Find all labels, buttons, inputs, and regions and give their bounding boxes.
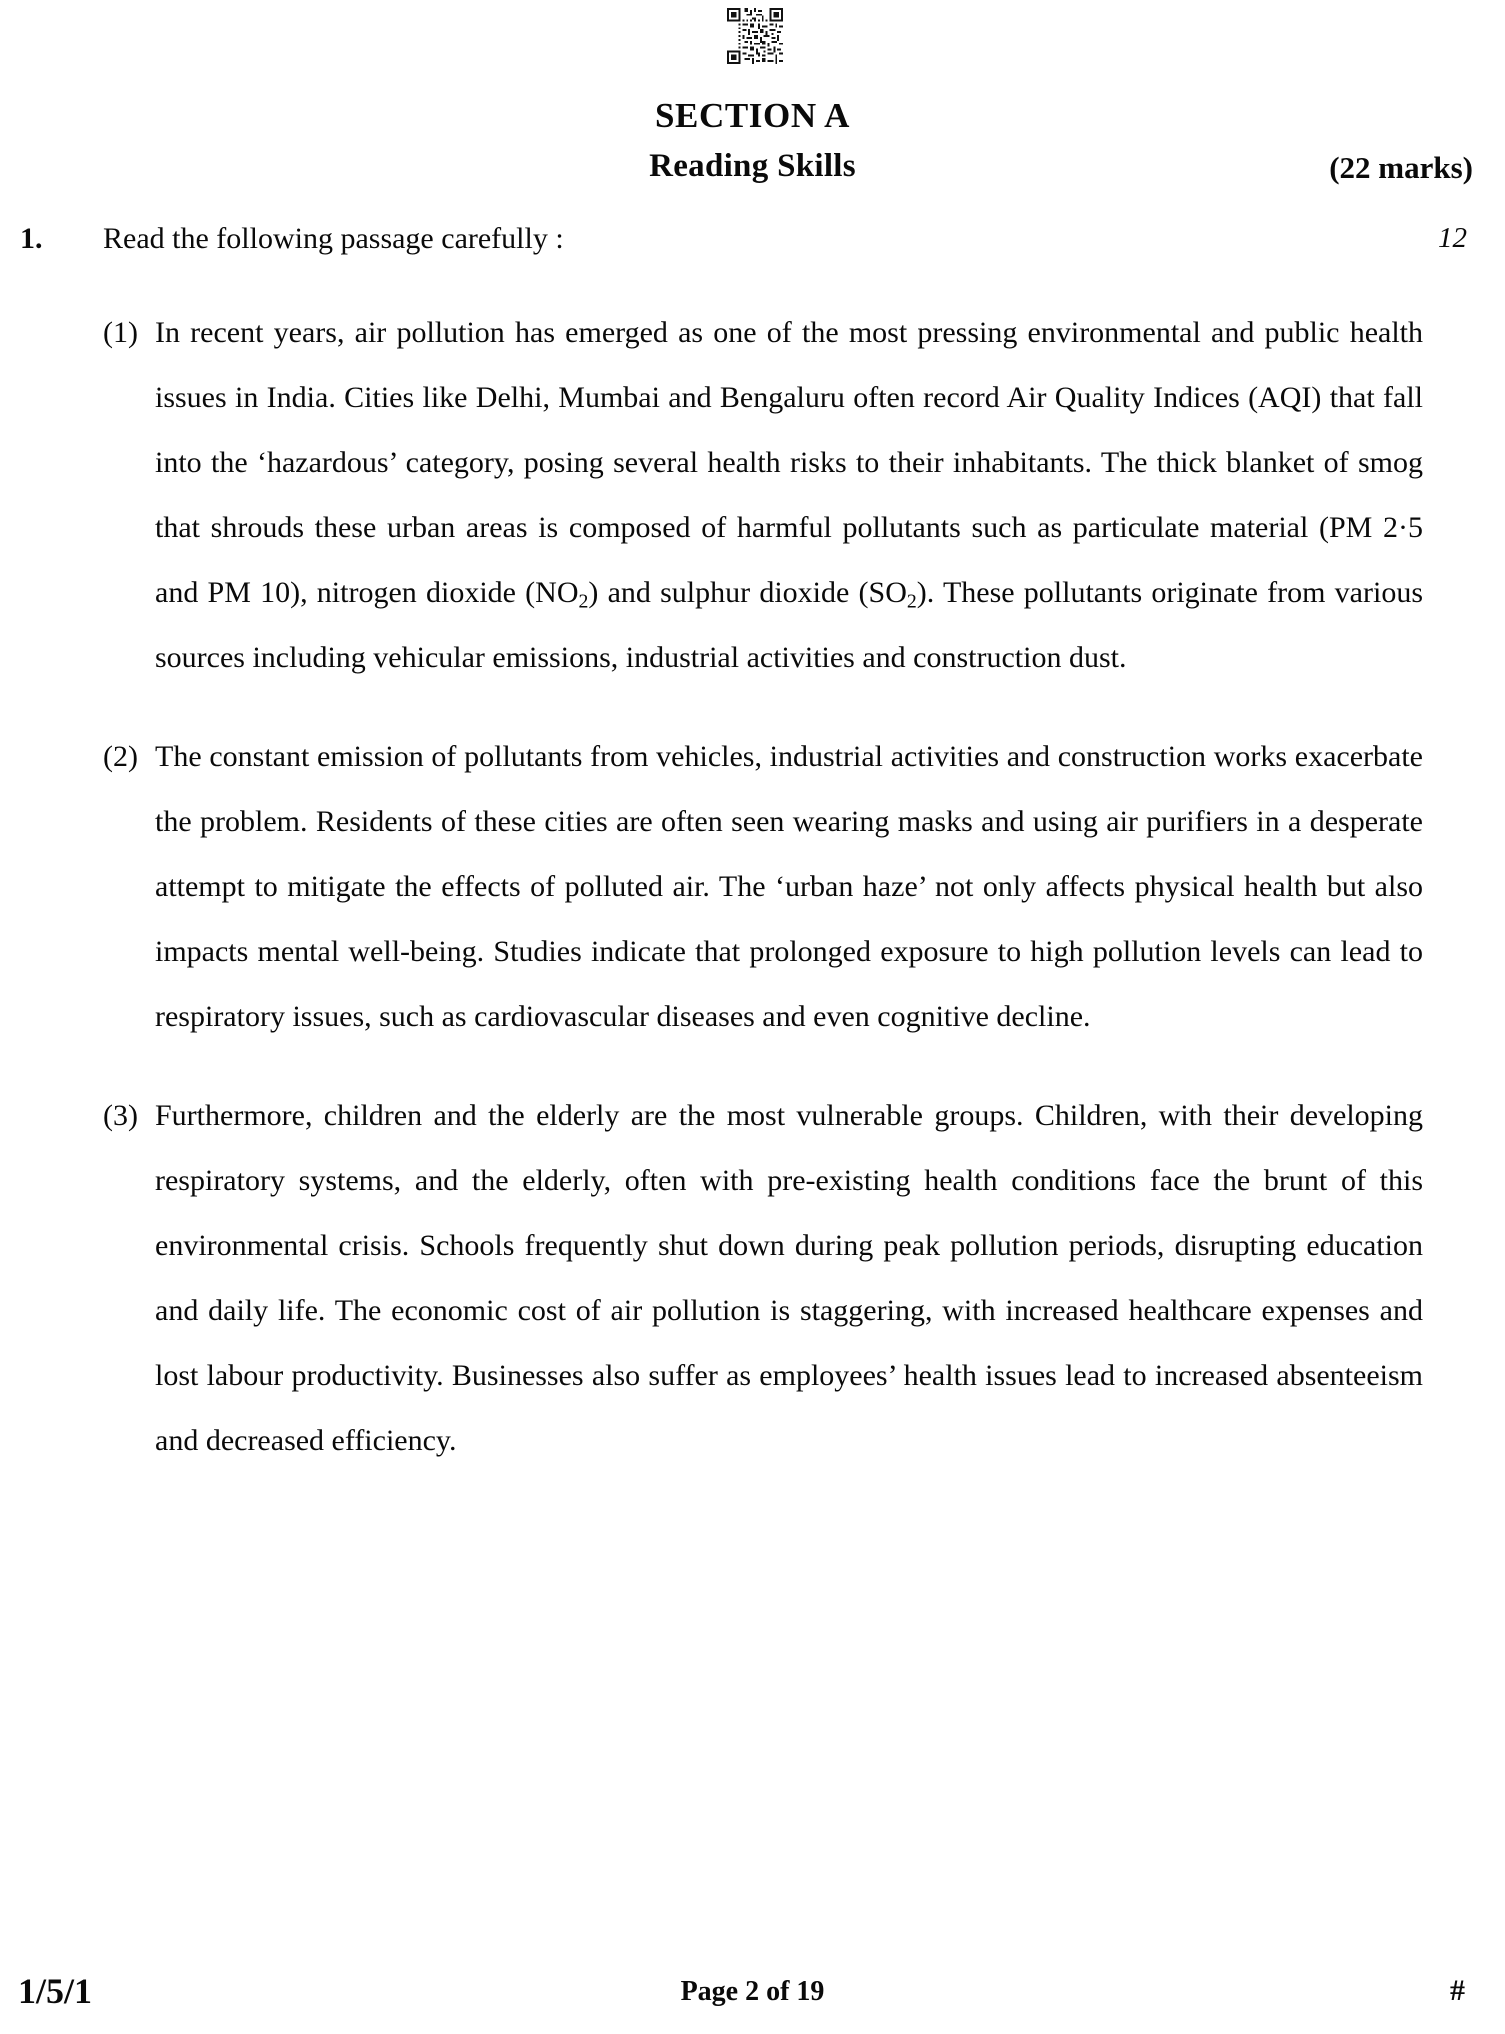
section-title: SECTION A xyxy=(654,96,851,135)
paragraph-label: (3) xyxy=(103,1099,138,1132)
section-total-marks: (22 marks) xyxy=(1329,150,1473,185)
section-subtitle: Reading Skills xyxy=(649,148,856,184)
paragraph-label: (2) xyxy=(103,740,138,773)
passage-body xyxy=(103,300,1423,1507)
passage-paragraph xyxy=(103,724,1423,1049)
paragraph-text: Furthermore, children and the elderly are the most vulnerable groups. Children, with their developing respiratory systems, and the elderly, often with pre-existing health conditions face the brunt of this environmental crisis. Schools frequently shut down during peak pollution periods, disrupting education and daily life. The economic cost of air pollution is staggering, with increased healthcare expenses and lost labour productivity. Businesses also suffer as employees’ health issues lead to increased absenteeism and decreased efficiency. xyxy=(155,1099,1423,1457)
subtitle-row xyxy=(0,148,1505,192)
question-instruction: Read the following passage carefully : xyxy=(103,222,564,255)
question-marks: 12 xyxy=(1438,222,1467,254)
page-number: Page 2 of 19 xyxy=(680,1976,825,2007)
end-mark: # xyxy=(1450,1974,1465,2007)
passage-paragraph xyxy=(103,300,1423,690)
paragraph-text: The constant emission of pollutants from vehicles, industrial activities and construction works exacerbate the problem. Residents of these cities are often seen wearing masks and using air purifiers in a desperate attempt to mitigate the effects of polluted air. The ‘urban haze’ not only affects physical health but also impacts mental well-being. Studies indicate that prolonged exposure to high pollution levels can lead to respiratory issues, such as cardiovascular diseases and even cognitive decline. xyxy=(155,740,1423,1033)
question-number: 1. xyxy=(20,222,43,255)
paper-code: 1/5/1 xyxy=(18,1971,93,2011)
so2-subscript: 2 xyxy=(906,590,917,613)
question-row xyxy=(0,222,1505,270)
page-footer xyxy=(0,1970,1505,2016)
paragraph-text-part-1: In recent years, air pollution has emerged as one of the most pressing environmental and public health issues in India. Cities like Delhi, Mumbai and Bengaluru often record Air Quality Indices (AQI) that fall into the ‘hazardous’ category, posing several health risks to their inhabitants. The thick blanket of smog that shrouds these urban areas is composed of harmful pollutants such as particulate material (PM 2·5 and PM 10), nitrogen dioxide (NO xyxy=(155,316,1423,609)
paragraph-text-part-3: ). These pollutants originate from various sources including vehicular emissions, industrial activities and construction dust. xyxy=(155,576,1424,674)
no2-subscript: 2 xyxy=(578,590,589,613)
passage-paragraph xyxy=(103,1083,1423,1473)
qr-code-icon xyxy=(718,8,792,64)
paragraph-text xyxy=(155,300,1423,690)
paragraph-label: (1) xyxy=(103,316,138,349)
paragraph-text-part-2: ) and sulphur dioxide (SO xyxy=(588,576,907,609)
